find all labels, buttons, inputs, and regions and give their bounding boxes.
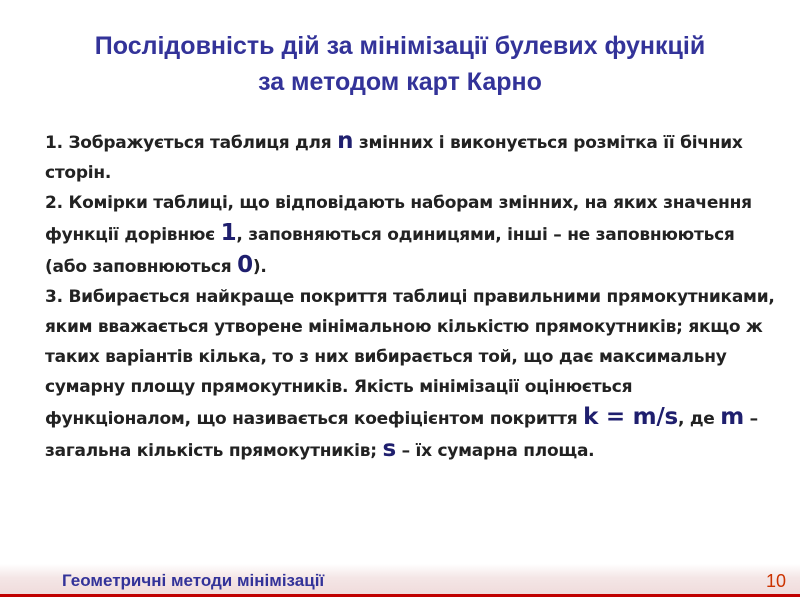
step-2 <box>45 188 775 282</box>
step-3-text-d: – їх сумарна площа. <box>395 441 595 461</box>
slide-body <box>45 126 775 466</box>
value-zero: 0 <box>237 252 253 278</box>
step-2-text-c: ). <box>252 257 267 277</box>
variable-n: n <box>337 128 354 154</box>
step-3-text-b: , де <box>677 409 721 429</box>
step-3-text-a: 3. Вибирається найкраще покриття таблиці правильними прямокутниками, яким вважається утворене мінімальною кількістю прямокутників; якщо ж таких варіантів кілька, то з них вибирається той, що дає максимальну сумарну площу прямокутників. Якість мінімізації оцінюється функціоналом, що називається коефіцієнтом покриття <box>45 287 775 429</box>
slide-title <box>0 28 800 100</box>
step-1-text-b: змінних і виконується розмітка її бічних сторін. <box>45 133 743 183</box>
value-one: 1 <box>220 220 237 246</box>
step-3 <box>45 282 775 466</box>
variable-s: s <box>382 436 396 462</box>
step-2-text-a: 2. Комірки таблиці, що відповідають наборам змінних, на яких значення функції дорівнює <box>45 193 752 245</box>
step-1 <box>45 126 775 188</box>
step-2-text-b: , заповняються одиницями, інші – не заповнюються (або заповнюються <box>45 225 735 277</box>
coverage-formula: k = m/s <box>583 404 678 430</box>
footer-divider <box>0 594 800 597</box>
variable-m: m <box>720 404 744 430</box>
step-3-text-c: – загальна кількість прямокутників; <box>45 409 758 461</box>
title-line-2: за методом карт Карно <box>258 68 542 96</box>
page-number: 10 <box>765 571 786 591</box>
title-line-1: Послідовність дій за мінімізації булевих функцій <box>94 32 706 60</box>
footer-title: Геометричні методи мінімізації <box>62 571 325 590</box>
step-1-text-a: 1. Зображується таблиця для <box>45 133 338 153</box>
